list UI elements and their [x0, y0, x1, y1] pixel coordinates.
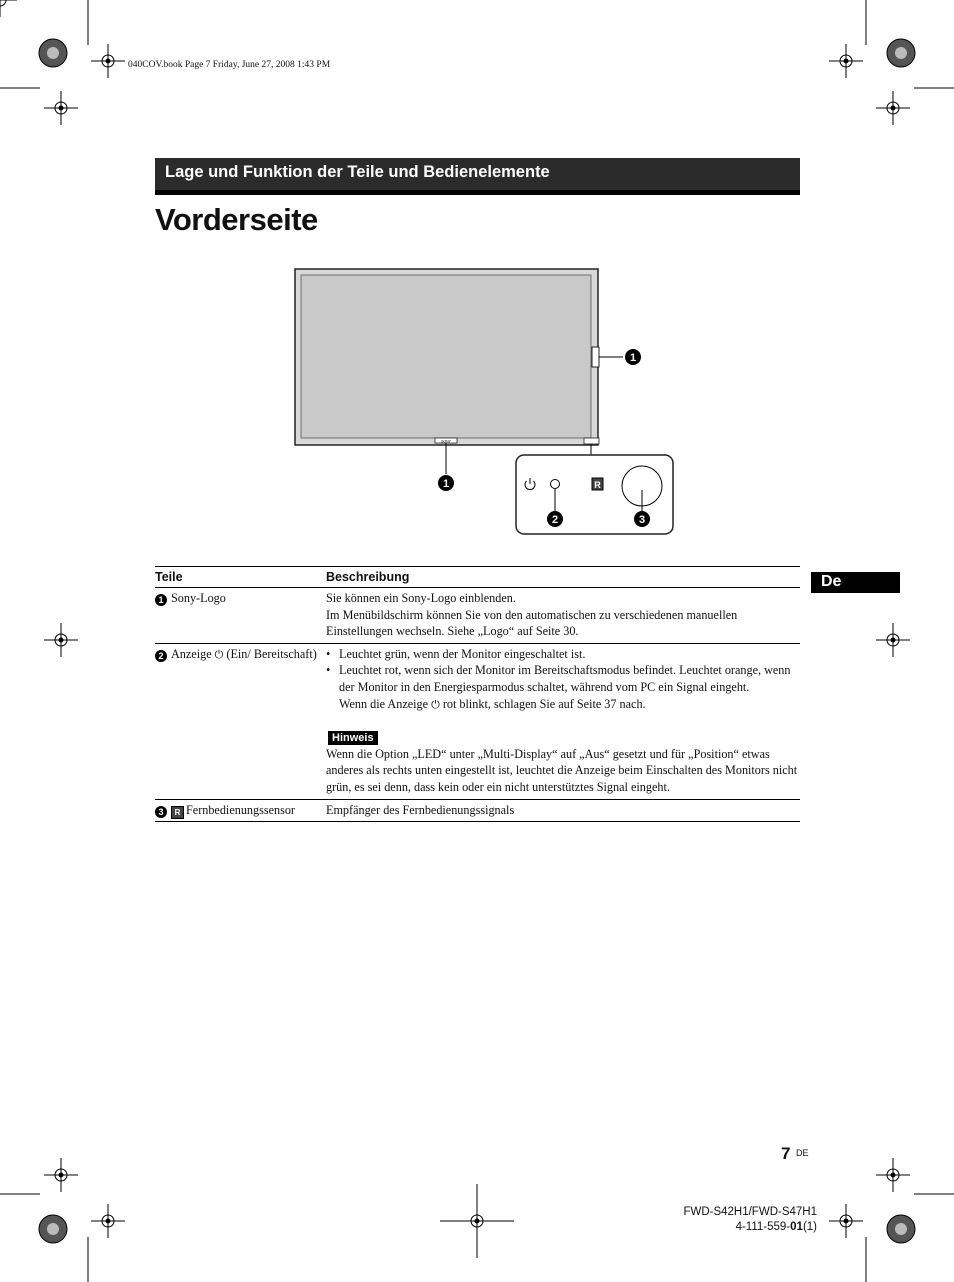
callout-3-label: 3 — [638, 514, 646, 526]
description-cell — [326, 800, 800, 822]
part-cell — [155, 802, 320, 819]
section-title-bar — [155, 158, 800, 195]
part-cell — [155, 590, 320, 607]
bullet-item: • Leuchtet grün, wenn der Monitor eingeschaltet ist. — [326, 646, 800, 663]
item-number: 2 — [155, 650, 167, 662]
monitor-illustration — [295, 269, 623, 474]
code-suffix: (1) — [802, 1221, 817, 1233]
item-number: 3 — [155, 806, 167, 818]
page-language: DE — [796, 1148, 809, 1158]
table-row — [155, 644, 800, 800]
power-icon: ⏻ — [431, 697, 440, 711]
description-cell — [326, 588, 800, 643]
table-row — [155, 588, 800, 644]
remote-sensor-icon: R — [171, 806, 184, 819]
header-description: Beschreibung — [326, 570, 410, 584]
table-row — [155, 800, 800, 823]
part-name-suffix: (Ein/ Bereitschaft) — [226, 646, 317, 661]
language-tab — [811, 572, 900, 593]
model-info — [660, 1205, 817, 1235]
part-name: Fernbedienungssensor — [186, 802, 295, 817]
note-text-b: rot blinkt, schlagen Sie auf Seite 37 nach. — [442, 696, 646, 711]
hint-text: Wenn die Option „LED“ unter „Multi-Display“ auf „Aus“ gesetzt und für „Position“ etwas anderes als rechts unten eingestellt ist, leuchtet die Anzeige beim Einschalten des Monitors nicht grün, es sei denn, dass kein oder ein nicht unterstütztes Signal eingeht. — [326, 746, 798, 794]
language-tab-label: De — [821, 573, 842, 590]
callout-1-logo-label: 1 — [442, 478, 450, 490]
model-line: FWD-S42H1/FWD-S47H1 — [683, 1206, 817, 1218]
power-icon: ⏻ — [214, 647, 224, 661]
svg-text:R: R — [594, 480, 601, 490]
part-code — [660, 1220, 817, 1235]
header-note: 040COV.book Page 7 Friday, June 27, 2008 1:43 PM — [128, 60, 331, 70]
parts-table — [155, 566, 800, 822]
page-title: Vorderseite — [155, 202, 318, 237]
part-name: Anzeige — [171, 646, 212, 661]
note-line — [326, 696, 800, 714]
detail-panel — [516, 455, 673, 534]
part-cell — [155, 646, 320, 664]
description-cell — [326, 644, 800, 799]
header-parts: Teile — [155, 570, 183, 584]
code-bold: 01 — [790, 1221, 803, 1233]
callout-1-side-label: 1 — [629, 352, 637, 364]
sony-logo-text: SONY — [441, 439, 451, 444]
description-line: Im Menübildschirm können Sie von den automatischen zu verschiedenen manuellen Einstellungen wechseln. Siehe „Logo“ auf Seite 30. — [326, 607, 738, 639]
front-view-diagram — [290, 264, 682, 538]
section-title: Lage und Funktion der Teile und Bedienelemente — [165, 163, 550, 181]
description-line: Sie können ein Sony-Logo einblenden. — [326, 591, 516, 605]
item-number: 1 — [155, 594, 167, 606]
code-prefix: 4-111-559- — [735, 1221, 791, 1233]
table-header — [155, 566, 800, 588]
part-name: Sony-Logo — [171, 591, 226, 605]
callout-2-label: 2 — [551, 514, 559, 526]
page-number: 7 — [781, 1144, 791, 1163]
hint-label: Hinweis — [328, 731, 378, 745]
note-text-a: Wenn die Anzeige — [339, 696, 429, 711]
bullet-item: • Leuchtet rot, wenn sich der Monitor im Bereitschaftsmodus befindet. Leuchtet orange, wenn der Monitor in den Energiesparmodus schaltet, während vom PC ein Signal eingeht. — [326, 662, 800, 695]
description-line: Empfänger des Fernbedienungssignals — [326, 802, 515, 817]
